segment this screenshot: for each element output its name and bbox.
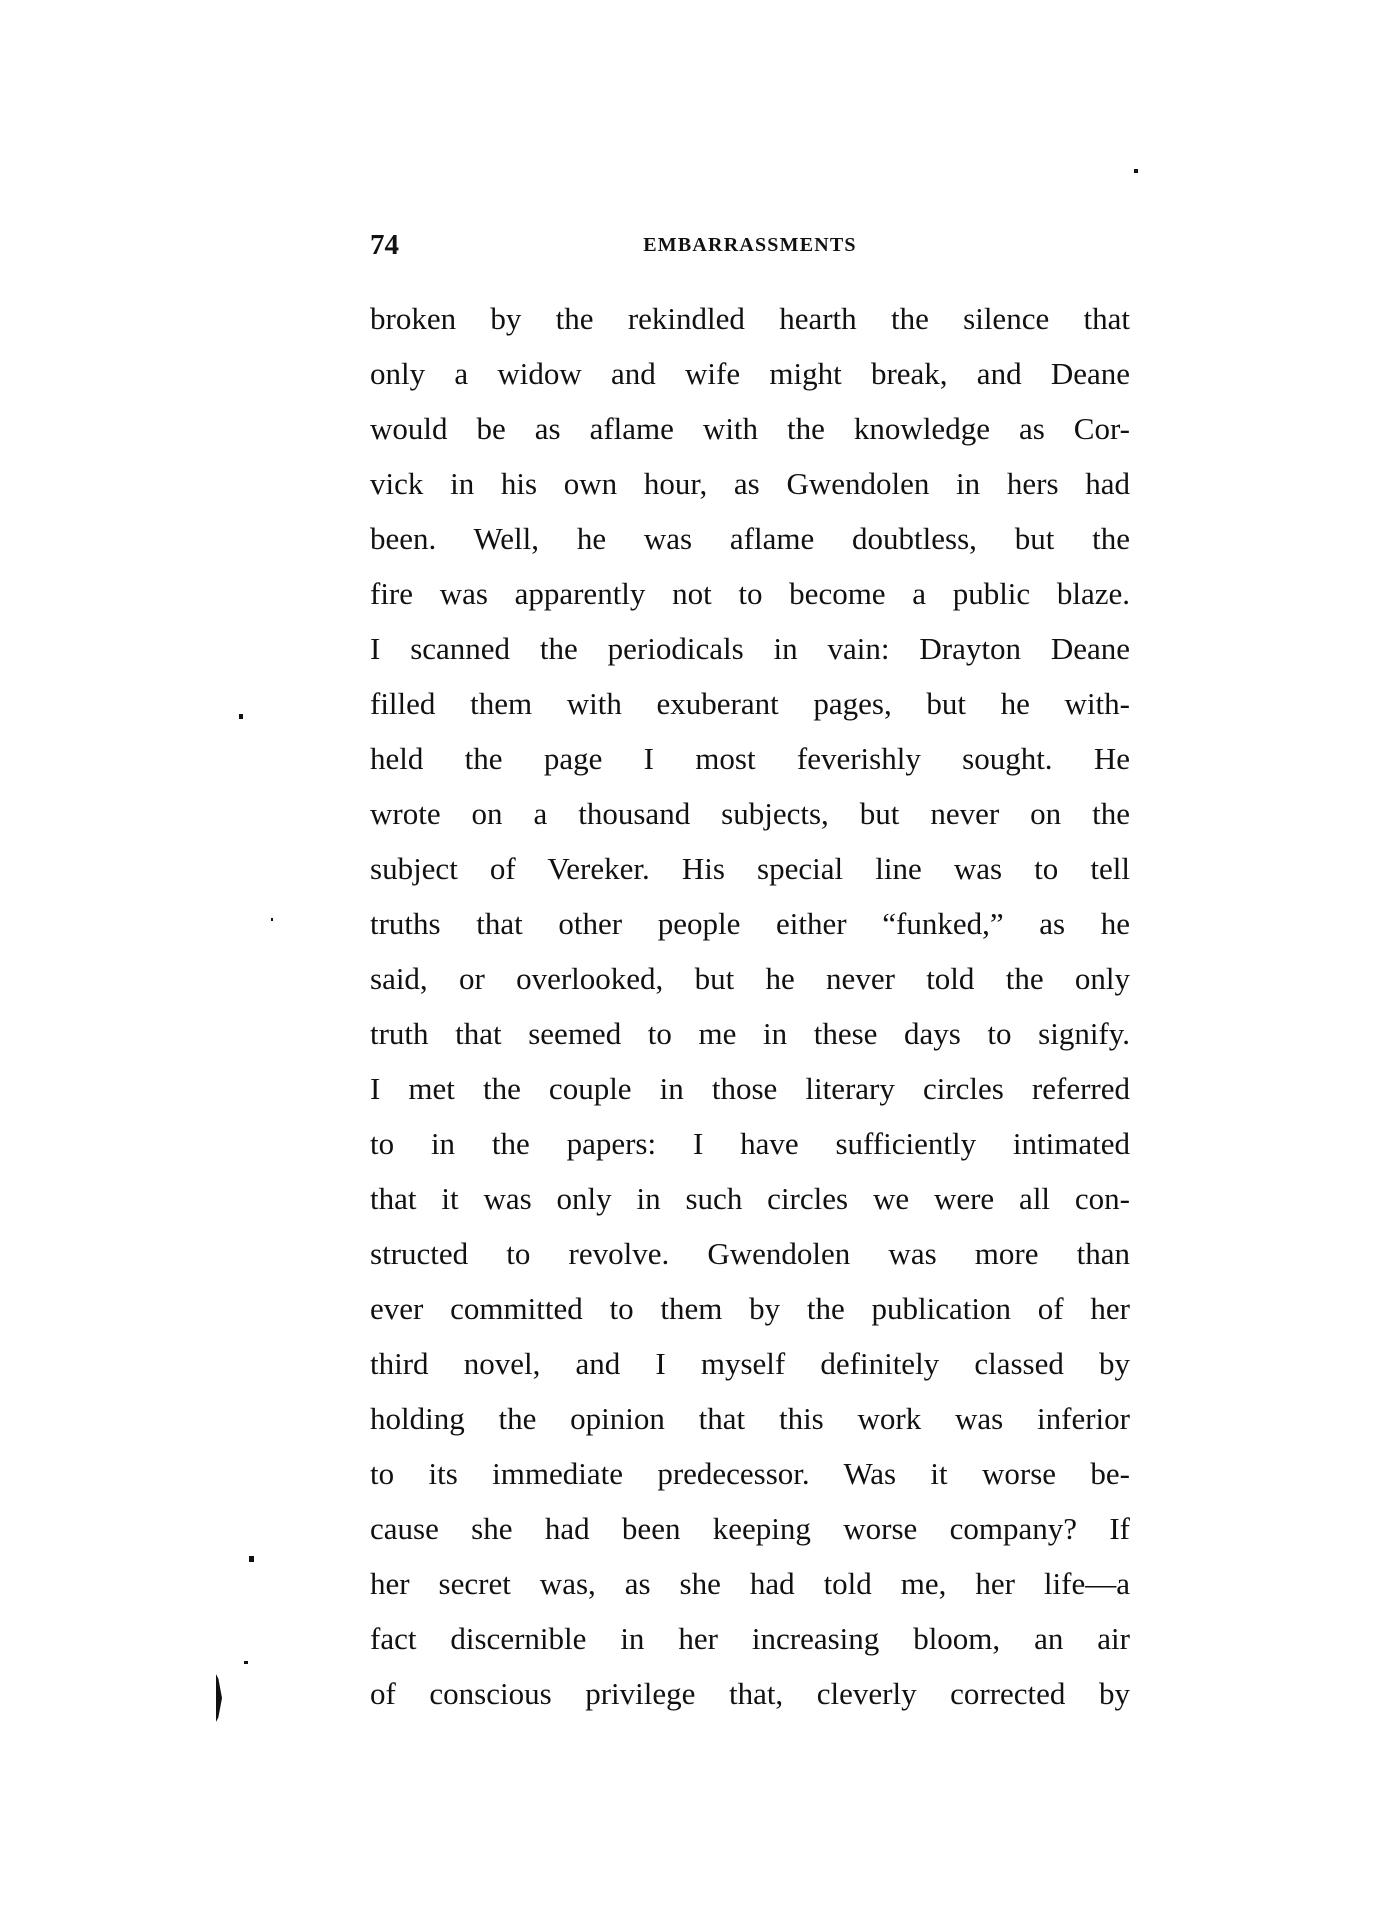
text-line: fire was apparently not to become a public blaze.	[370, 576, 1130, 611]
text-line: to in the papers: I have sufficiently intimated	[370, 1126, 1130, 1161]
text-line: cause she had been keeping worse company? If	[370, 1511, 1130, 1546]
running-head	[370, 228, 1130, 262]
page-number: 74	[370, 229, 399, 261]
text-line: that it was only in such circles we were all con-	[370, 1181, 1130, 1216]
text-line: truth that seemed to me in these days to signify.	[370, 1016, 1130, 1051]
running-title: EMBARRASSMENTS	[643, 234, 857, 256]
text-line: structed to revolve. Gwendolen was more than	[370, 1236, 1130, 1271]
text-line: I met the couple in those literary circles referred	[370, 1071, 1130, 1106]
text-line: said, or overlooked, but he never told the only	[370, 961, 1130, 996]
text-line: wrote on a thousand subjects, but never on the	[370, 796, 1130, 831]
text-line: her secret was, as she had told me, her life—a	[370, 1566, 1130, 1601]
text-line: vick in his own hour, as Gwendolen in hers had	[370, 466, 1130, 501]
text-line: fact discernible in her increasing bloom, an air	[370, 1621, 1130, 1656]
scan-margin-mark	[216, 1674, 222, 1722]
text-line: filled them with exuberant pages, but he with-	[370, 686, 1130, 721]
text-line: subject of Vereker. His special line was to tell	[370, 851, 1130, 886]
text-line: been. Well, he was aflame doubtless, but the	[370, 521, 1130, 556]
text-line: I scanned the periodicals in vain: Drayton Deane	[370, 631, 1130, 666]
text-line: third novel, and I myself definitely classed by	[370, 1346, 1130, 1381]
scan-speck	[249, 1556, 254, 1562]
text-line: of conscious privilege that, cleverly corrected by	[370, 1676, 1130, 1711]
body-text	[370, 298, 1130, 1728]
text-line: would be as aflame with the knowledge as Cor-	[370, 411, 1130, 446]
text-line: to its immediate predecessor. Was it worse be-	[370, 1456, 1130, 1491]
text-line: holding the opinion that this work was inferior	[370, 1401, 1130, 1436]
text-line: ever committed to them by the publication of her	[370, 1291, 1130, 1326]
text-line: only a widow and wife might break, and Deane	[370, 356, 1130, 391]
scan-speck	[239, 714, 243, 719]
scan-speck	[271, 918, 273, 921]
text-line: truths that other people either “funked,” as he	[370, 906, 1130, 941]
text-line: held the page I most feverishly sought. He	[370, 741, 1130, 776]
scan-speck	[244, 1661, 248, 1664]
text-line: broken by the rekindled hearth the silence that	[370, 301, 1130, 336]
scan-speck	[1134, 169, 1138, 173]
